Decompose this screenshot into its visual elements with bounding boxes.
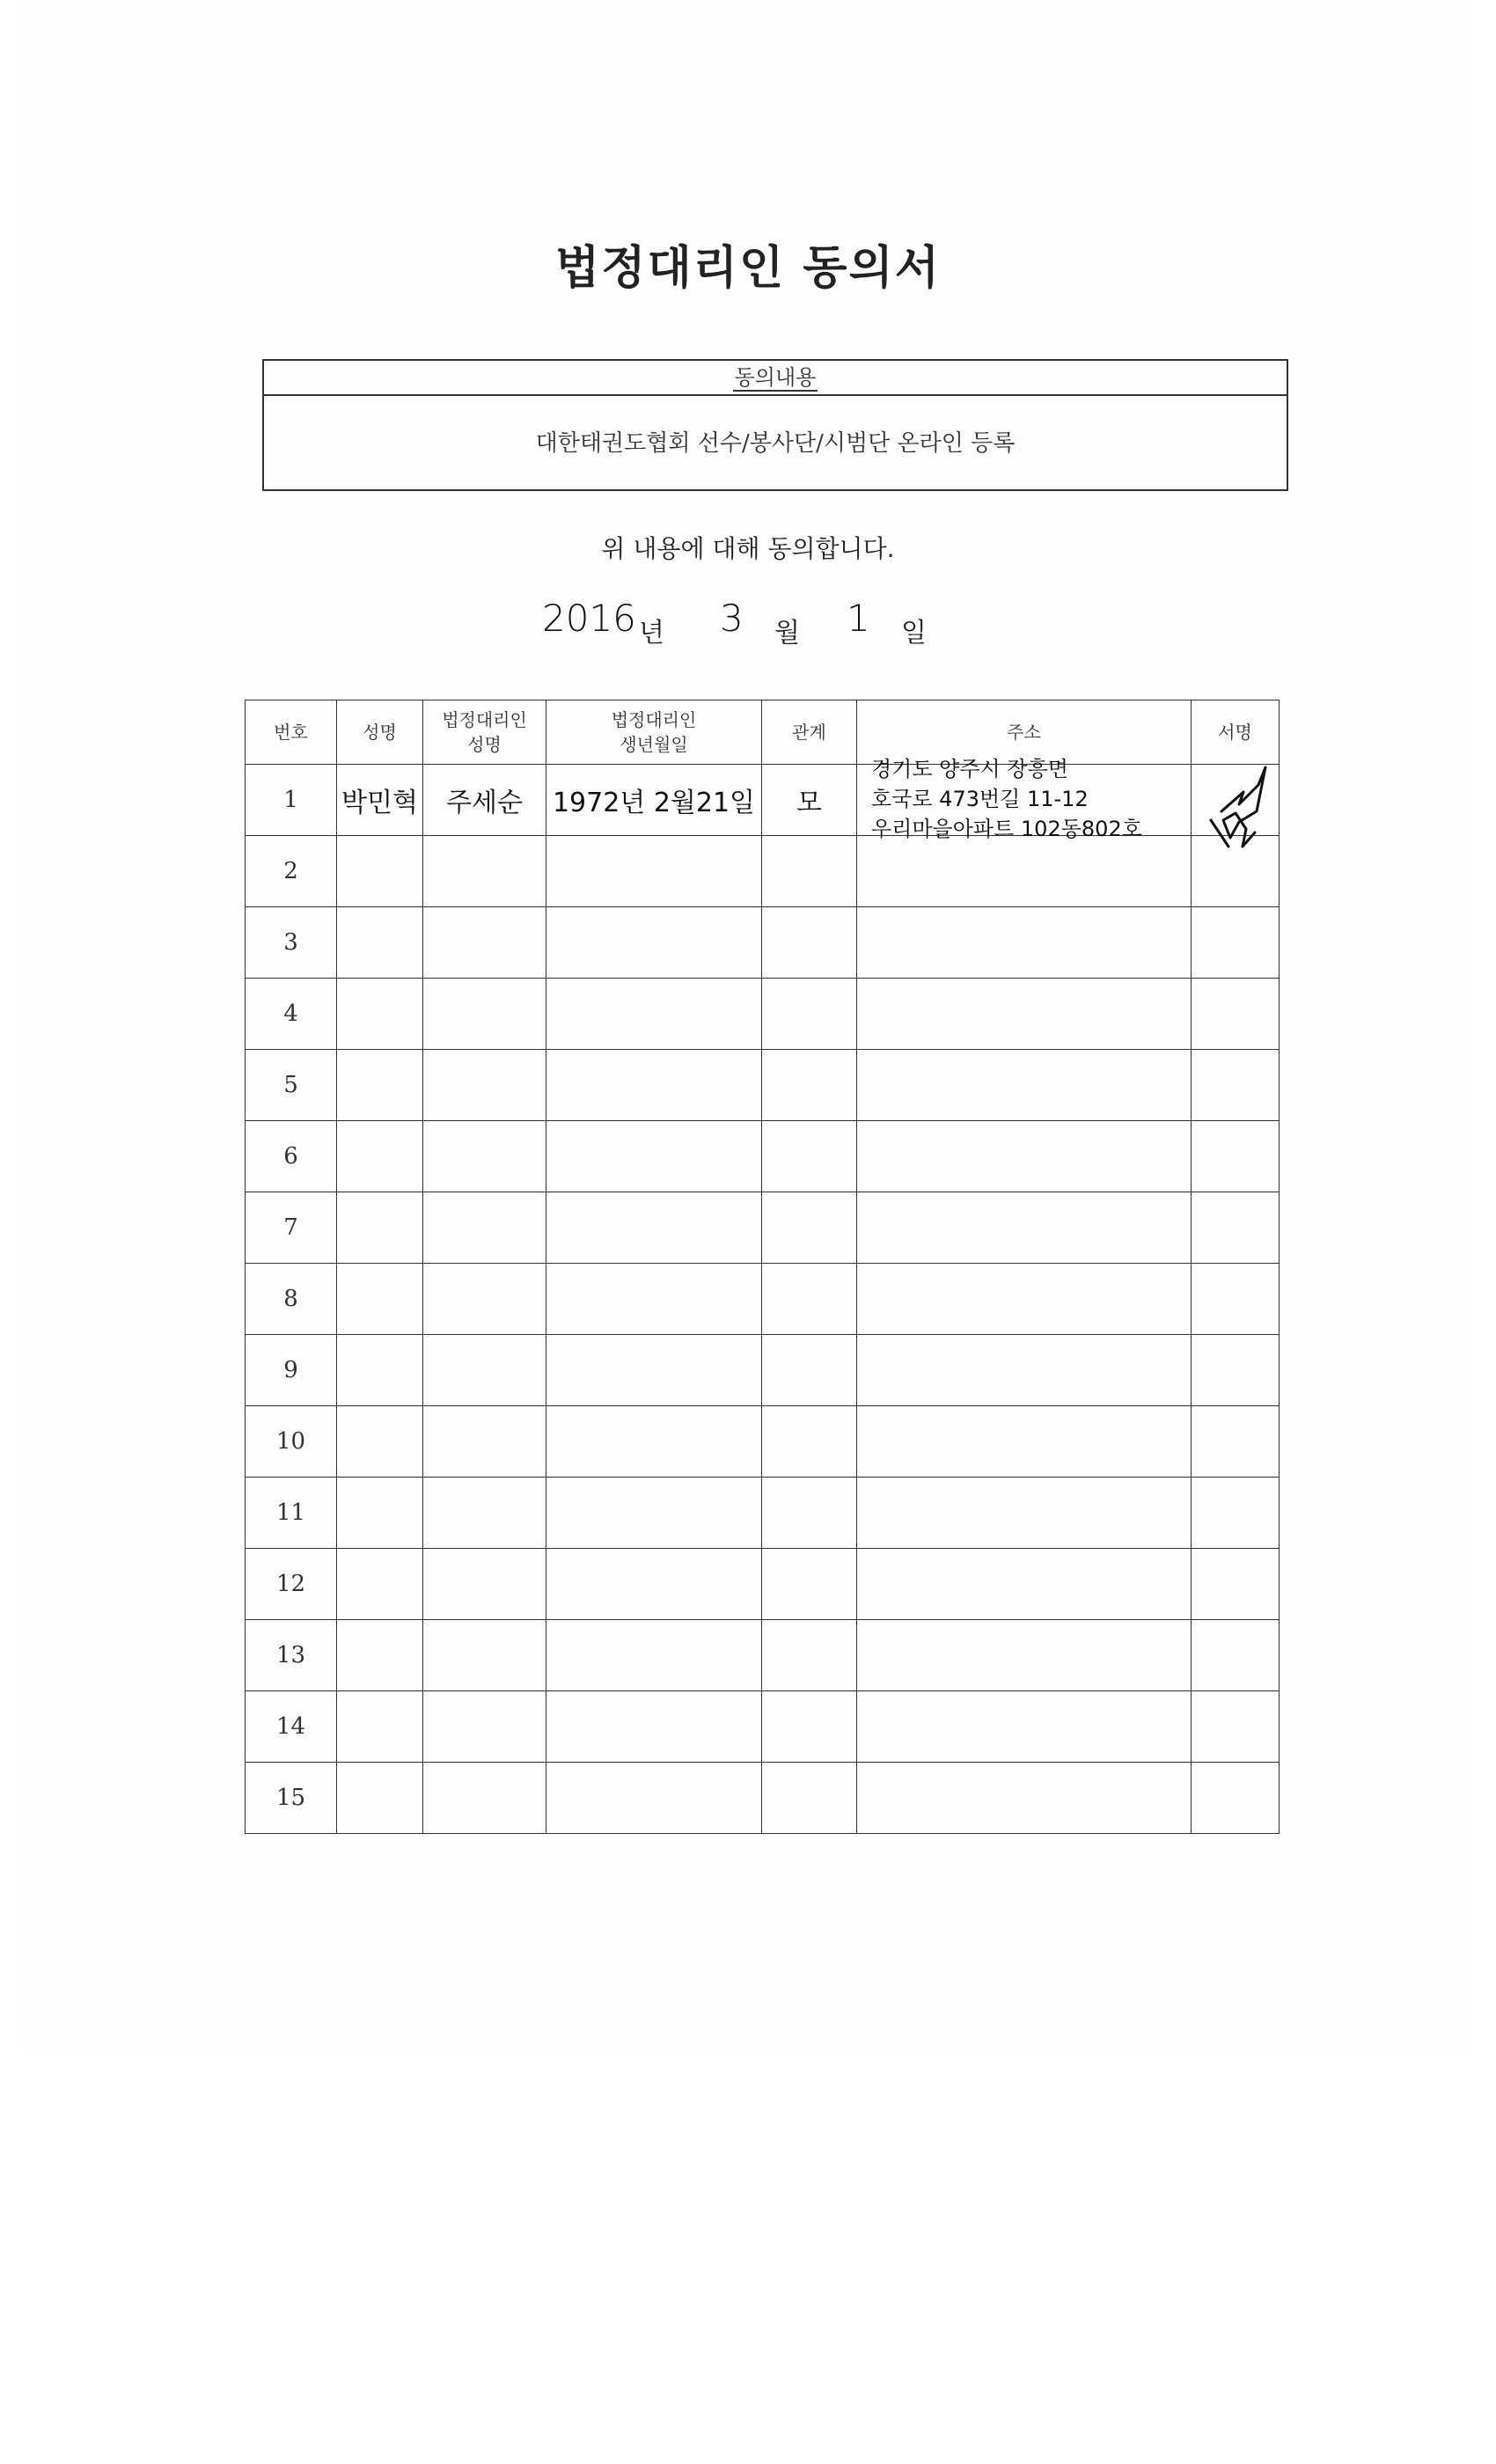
cell-name — [337, 979, 423, 1050]
header-signature: 서명 — [1192, 700, 1280, 765]
table-row — [246, 836, 1280, 907]
cell-address — [857, 1050, 1192, 1121]
cell-address — [857, 1549, 1192, 1620]
cell-no: 14 — [246, 1691, 337, 1763]
cell-signature — [1192, 1050, 1280, 1121]
cell-name — [337, 1335, 423, 1406]
cell-name — [337, 1478, 423, 1549]
cell-signature — [1192, 1335, 1280, 1406]
date-month: 3 — [720, 597, 744, 640]
cell-no: 6 — [246, 1121, 337, 1192]
consent-content-header — [264, 361, 1287, 396]
cell-no: 10 — [246, 1406, 337, 1478]
cell-guardian-birth — [546, 1763, 762, 1834]
cell-signature — [1192, 1691, 1280, 1763]
date-month-label: 월 — [774, 618, 800, 649]
cell-name — [337, 1691, 423, 1763]
cell-guardian-name — [423, 907, 546, 979]
cell-address — [857, 757, 1192, 841]
date-year-label: 년 — [639, 618, 664, 649]
cell-name — [337, 1406, 423, 1478]
cell-address — [857, 1264, 1192, 1335]
cell-address — [857, 1192, 1192, 1264]
date-day: 1 — [847, 597, 870, 640]
header-no: 번호 — [246, 700, 337, 765]
cell-relation — [762, 1691, 857, 1763]
table-row — [246, 1264, 1280, 1335]
cell-no: 3 — [246, 907, 337, 979]
cell-no: 12 — [246, 1549, 337, 1620]
cell-guardian-name — [423, 979, 546, 1050]
cell-address — [857, 979, 1192, 1050]
cell-guardian-birth — [546, 1264, 762, 1335]
cell-name — [337, 1620, 423, 1691]
cell-guardian-name — [423, 1478, 546, 1549]
cell-address — [857, 1691, 1192, 1763]
table-row — [246, 1763, 1280, 1834]
cell-guardian-birth — [546, 979, 762, 1050]
cell-guardian-birth — [546, 1121, 762, 1192]
cell-guardian-birth — [546, 1050, 762, 1121]
cell-guardian-name — [423, 1335, 546, 1406]
header-address: 주소 — [857, 700, 1192, 765]
consent-content-box — [262, 359, 1288, 491]
cell-name — [337, 907, 423, 979]
cell-guardian-name: 주세순 — [423, 765, 546, 836]
table-row — [246, 1335, 1280, 1406]
cell-guardian-birth — [546, 1691, 762, 1763]
cell-name: 박민혁 — [337, 765, 423, 836]
consent-content-text: 대한태권도협회 선수/봉사단/시범단 온라인 등록 — [535, 430, 1016, 457]
consent-date — [528, 597, 986, 653]
cell-no: 8 — [246, 1264, 337, 1335]
cell-relation — [762, 979, 857, 1050]
cell-relation — [762, 907, 857, 979]
cell-relation — [762, 1335, 857, 1406]
table-row — [246, 1620, 1280, 1691]
date-year: 2016 — [542, 597, 636, 640]
cell-guardian-name — [423, 836, 546, 907]
cell-relation — [762, 1478, 857, 1549]
cell-relation — [762, 1121, 857, 1192]
cell-no: 9 — [246, 1335, 337, 1406]
guardian-roster-table — [245, 700, 1280, 1834]
cell-address — [857, 1478, 1192, 1549]
document-title: 법정대리인 동의서 — [555, 242, 941, 295]
handwritten-signature — [1204, 759, 1292, 873]
cell-relation — [762, 1620, 857, 1691]
cell-name — [337, 1264, 423, 1335]
cell-signature — [1192, 1264, 1280, 1335]
cell-guardian-birth — [546, 1335, 762, 1406]
cell-no: 5 — [246, 1050, 337, 1121]
cell-relation — [762, 836, 857, 907]
cell-no: 7 — [246, 1192, 337, 1264]
cell-signature — [1192, 1478, 1280, 1549]
consent-content-header-label: 동의내용 — [734, 365, 817, 390]
cell-relation — [762, 1264, 857, 1335]
cell-relation — [762, 1192, 857, 1264]
cell-name — [337, 1050, 423, 1121]
cell-relation — [762, 1763, 857, 1834]
cell-signature — [1192, 1620, 1280, 1691]
header-relation: 관계 — [762, 700, 857, 765]
cell-guardian-birth — [546, 1478, 762, 1549]
table-row — [246, 1406, 1280, 1478]
table-row — [246, 1050, 1280, 1121]
date-day-label: 일 — [901, 618, 927, 649]
cell-address — [857, 1763, 1192, 1834]
table-row — [246, 765, 1280, 836]
cell-guardian-name — [423, 1406, 546, 1478]
cell-signature — [1192, 979, 1280, 1050]
cell-signature — [1192, 1763, 1280, 1834]
cell-name — [337, 1763, 423, 1834]
cell-no: 15 — [246, 1763, 337, 1834]
cell-address — [857, 1335, 1192, 1406]
header-guardian-name: 법정대리인 성명 — [423, 700, 546, 765]
table-row — [246, 1691, 1280, 1763]
table-row — [246, 1192, 1280, 1264]
cell-relation — [762, 1406, 857, 1478]
cell-address — [857, 1406, 1192, 1478]
table-body — [246, 757, 1280, 1834]
address-line: 호국로 473번길 11-12 — [871, 787, 1089, 811]
cell-guardian-birth — [546, 1192, 762, 1264]
cell-name — [337, 1192, 423, 1264]
cell-guardian-birth — [546, 1406, 762, 1478]
cell-guardian-name — [423, 1691, 546, 1763]
cell-guardian-birth — [546, 1620, 762, 1691]
cell-relation: 모 — [762, 765, 857, 836]
address-line: 경기도 양주시 장흥면 — [871, 757, 1068, 781]
cell-name — [337, 1549, 423, 1620]
cell-address — [857, 907, 1192, 979]
agreement-statement: 위 내용에 대해 동의합니다. — [601, 534, 895, 563]
cell-address — [857, 1121, 1192, 1192]
header-name: 성명 — [337, 700, 423, 765]
cell-no: 4 — [246, 979, 337, 1050]
cell-guardian-birth — [546, 1549, 762, 1620]
cell-guardian-name — [423, 1121, 546, 1192]
cell-guardian-name — [423, 1763, 546, 1834]
cell-signature — [1192, 1406, 1280, 1478]
cell-no: 1 — [246, 765, 337, 836]
cell-guardian-birth: 1972년 2월21일 — [546, 765, 762, 836]
cell-relation — [762, 1549, 857, 1620]
table-row — [246, 907, 1280, 979]
cell-signature — [1192, 907, 1280, 979]
cell-signature — [1192, 1121, 1280, 1192]
table-row — [246, 1121, 1280, 1192]
table-row — [246, 1478, 1280, 1549]
cell-guardian-birth — [546, 836, 762, 907]
address-line: 우리마을아파트 102동802호 — [871, 817, 1142, 841]
cell-address — [857, 1620, 1192, 1691]
cell-name — [337, 1121, 423, 1192]
header-guardian-birth: 법정대리인 생년월일 — [546, 700, 762, 765]
cell-guardian-name — [423, 1264, 546, 1335]
table-row — [246, 1549, 1280, 1620]
cell-guardian-name — [423, 1192, 546, 1264]
cell-signature — [1192, 1192, 1280, 1264]
cell-guardian-name — [423, 1050, 546, 1121]
cell-signature — [1192, 1549, 1280, 1620]
cell-no: 11 — [246, 1478, 337, 1549]
cell-name — [337, 836, 423, 907]
cell-guardian-name — [423, 1620, 546, 1691]
cell-address — [857, 836, 1192, 907]
cell-no: 2 — [246, 836, 337, 907]
cell-guardian-name — [423, 1549, 546, 1620]
table-row — [246, 979, 1280, 1050]
cell-guardian-birth — [546, 907, 762, 979]
cell-no: 13 — [246, 1620, 337, 1691]
cell-relation — [762, 1050, 857, 1121]
